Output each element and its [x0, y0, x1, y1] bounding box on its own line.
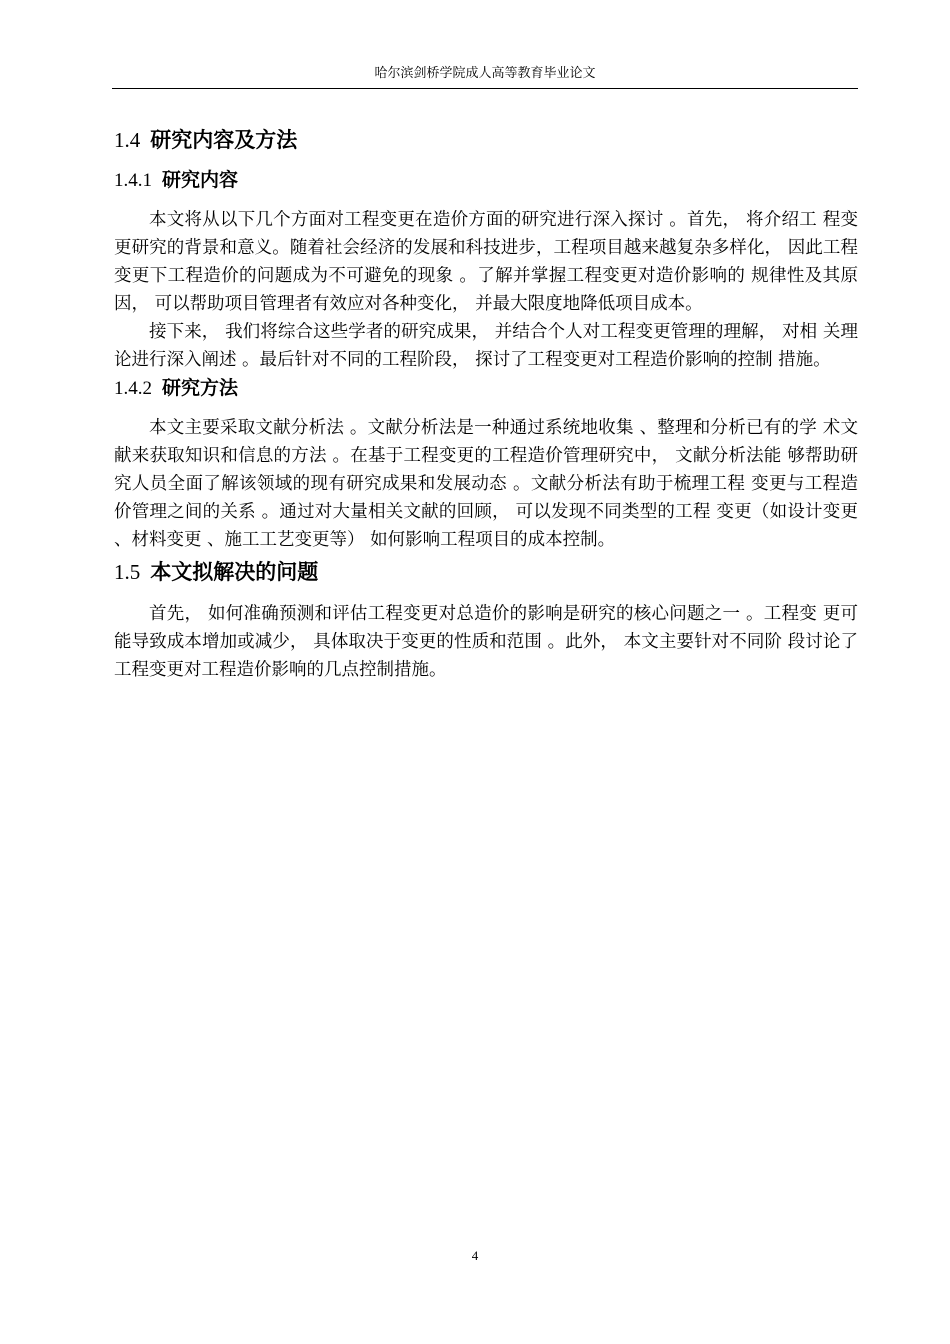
subsection-heading-1-4-2	[114, 374, 858, 402]
section-title: 本文拟解决的问题	[150, 560, 319, 584]
paragraph: 本文将从以下几个方面对工程变更在造价方面的研究进行深入探讨 。首先， 将介绍工 程变更研究的背景和意义。随着社会经济的发展和科技进步，工程项目越来越复杂多样化， 因此工程变更下工程造价的问题成为不可避免的现象 。了解并掌握工程变更对造价影响的 规律性及其原因， 可以帮助项目管理者有效应对各种变化， 并最大限度地降低项目成本。	[114, 210, 858, 314]
paragraph: 本文主要采取文献分析法 。文献分析法是一种通过系统地收集 、整理和分析已有的学 术文献来获取知识和信息的方法 。在基于工程变更的工程造价管理研究中， 文献分析法能 够帮助研究人员全面了解该领域的现有研究成果和发展动态 。文献分析法有助于梳理工程 变更与工程造价管理之间的关系 。通过对大量相关文献的回顾， 可以发现不同类型的工程 变更（如设计变更 、材料变更 、施工工艺变更等） 如何影响工程项目的成本控制。	[114, 418, 858, 550]
subsection-title: 研究方法	[162, 377, 239, 399]
paragraph: 接下来， 我们将综合这些学者的研究成果， 并结合个人对工程变更管理的理解， 对相 关理论进行深入阐述 。最后针对不同的工程阶段， 探讨了工程变更对工程造价影响的控制 措施。	[114, 322, 858, 370]
section-title: 研究内容及方法	[150, 128, 298, 152]
subsection-number: 1.4.1	[114, 170, 152, 191]
running-header: 哈尔滨剑桥学院成人高等教育毕业论文	[374, 66, 596, 81]
subsection-title: 研究内容	[162, 169, 239, 191]
paragraph: 首先， 如何准确预测和评估工程变更对总造价的影响是研究的核心问题之一 。工程变 更可能导致成本增加或减少， 具体取决于变更的性质和范围 。此外， 本文主要针对不同阶 段讨论了工程变更对工程造价影响的几点控制措施。	[114, 604, 858, 680]
section-number: 1.5	[114, 560, 141, 584]
section-heading-1-5	[114, 556, 858, 588]
subsection-number: 1.4.2	[114, 378, 152, 399]
header-rule	[112, 88, 858, 89]
section-number: 1.4	[114, 128, 141, 152]
page-number: 4	[471, 1248, 479, 1263]
section-heading-1-4	[114, 124, 858, 156]
page-body	[114, 124, 858, 684]
subsection-heading-1-4-1	[114, 166, 858, 194]
